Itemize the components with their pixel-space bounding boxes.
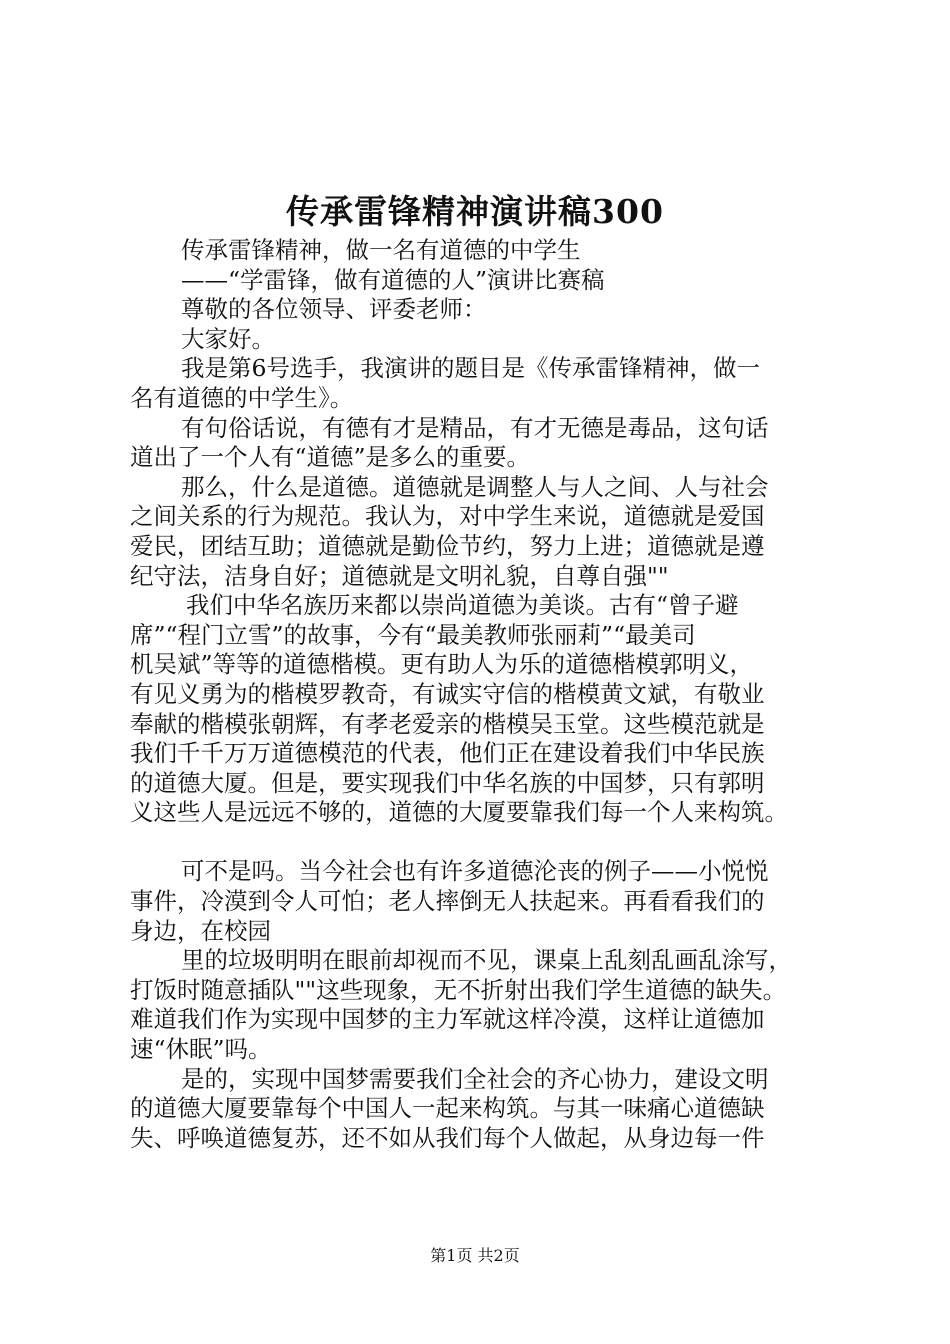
text-line: 我们千千万万道德模范的代表，他们正在建设着我们中华民族 xyxy=(130,739,765,768)
blank-line xyxy=(130,828,835,858)
text-line: 尊敬的各位领导、评委老师： xyxy=(181,295,487,324)
text-line: 奉献的楷模张朝辉，有孝老爱亲的楷模吴玉堂。这些模范就是 xyxy=(130,709,765,738)
document-body xyxy=(130,236,835,1153)
text-line: 是的，实现中国梦需要我们全社会的齐心协力，建设文明 xyxy=(181,1064,769,1093)
document-title: 传承雷锋精神演讲稿300 xyxy=(286,192,664,231)
text-line: 大家好。 xyxy=(181,324,275,353)
text-line: 有见义勇为的楷模罗教奇，有诚实守信的楷模黄文斌，有敬业 xyxy=(130,679,765,708)
text-line: 的道德大厦。但是，要实现我们中华名族的中国梦，只有郭明 xyxy=(130,768,765,797)
text-line: 打饭时随意插队""这些现象，无不折射出我们学生道德的缺失。 xyxy=(130,975,787,1004)
text-line: 有句俗话说，有德有才是精品，有才无德是毒品，这句话 xyxy=(181,413,769,442)
text-line: 那么，什么是道德。道德就是调整人与人之间、人与社会 xyxy=(181,472,769,501)
text-line: 我是第6号选手，我演讲的题目是《传承雷锋精神，做一 xyxy=(181,354,760,383)
text-line: 难道我们作为实现中国梦的主力军就这样冷漠，这样让道德加 xyxy=(130,1005,765,1034)
text-line: 里的垃圾明明在眼前却视而不见，课桌上乱刻乱画乱涂写， xyxy=(181,946,792,975)
text-line: 机吴斌”等等的道德楷模。更有助人为乐的道德楷模郭明义， xyxy=(130,650,754,679)
text-line: 事件，冷漠到令人可怕；老人摔倒无人扶起来。再看看我们的 xyxy=(130,887,765,916)
text-line: ——“学雷锋，做有道德的人”演讲比赛稿 xyxy=(181,265,605,294)
text-line: 可不是吗。当今社会也有许多道德沦丧的例子——小悦悦 xyxy=(181,857,769,886)
text-line: 我们中华名族历来都以崇尚道德为美谈。古有“曾子避 xyxy=(186,591,739,620)
text-line: 速“休眠”吗。 xyxy=(130,1035,272,1064)
text-line: 失、呼唤道德复苏，还不如从我们每个人做起，从身边每一件 xyxy=(130,1123,765,1152)
text-line: 名有道德的中学生》。 xyxy=(130,383,354,412)
text-line: 席”“程门立雪”的故事，今有“最美教师张丽莉”“最美司 xyxy=(130,620,696,649)
text-line: 传承雷锋精神，做一名有道德的中学生 xyxy=(181,236,581,264)
text-line: 纪守法，洁身自好；道德就是文明礼貌，自尊自强"" xyxy=(130,561,669,590)
text-line: 的道德大厦要靠每个中国人一起来构筑。与其一味痛心道德缺 xyxy=(130,1094,765,1123)
text-line: 身边，在校园 xyxy=(130,916,271,945)
page-footer: 第1页 共2页 xyxy=(430,1246,520,1265)
text-line: 义这些人是远远不够的，道德的大厦要靠我们每一个人来构筑。 xyxy=(130,798,788,827)
text-line: 爱民，团结互助；道德就是勤俭节约，努力上进；道德就是遵 xyxy=(130,531,765,560)
text-line: 之间关系的行为规范。我认为，对中学生来说，道德就是爱国 xyxy=(130,502,765,531)
text-line: 道出了一个人有“道德”是多么的重要。 xyxy=(130,443,531,472)
